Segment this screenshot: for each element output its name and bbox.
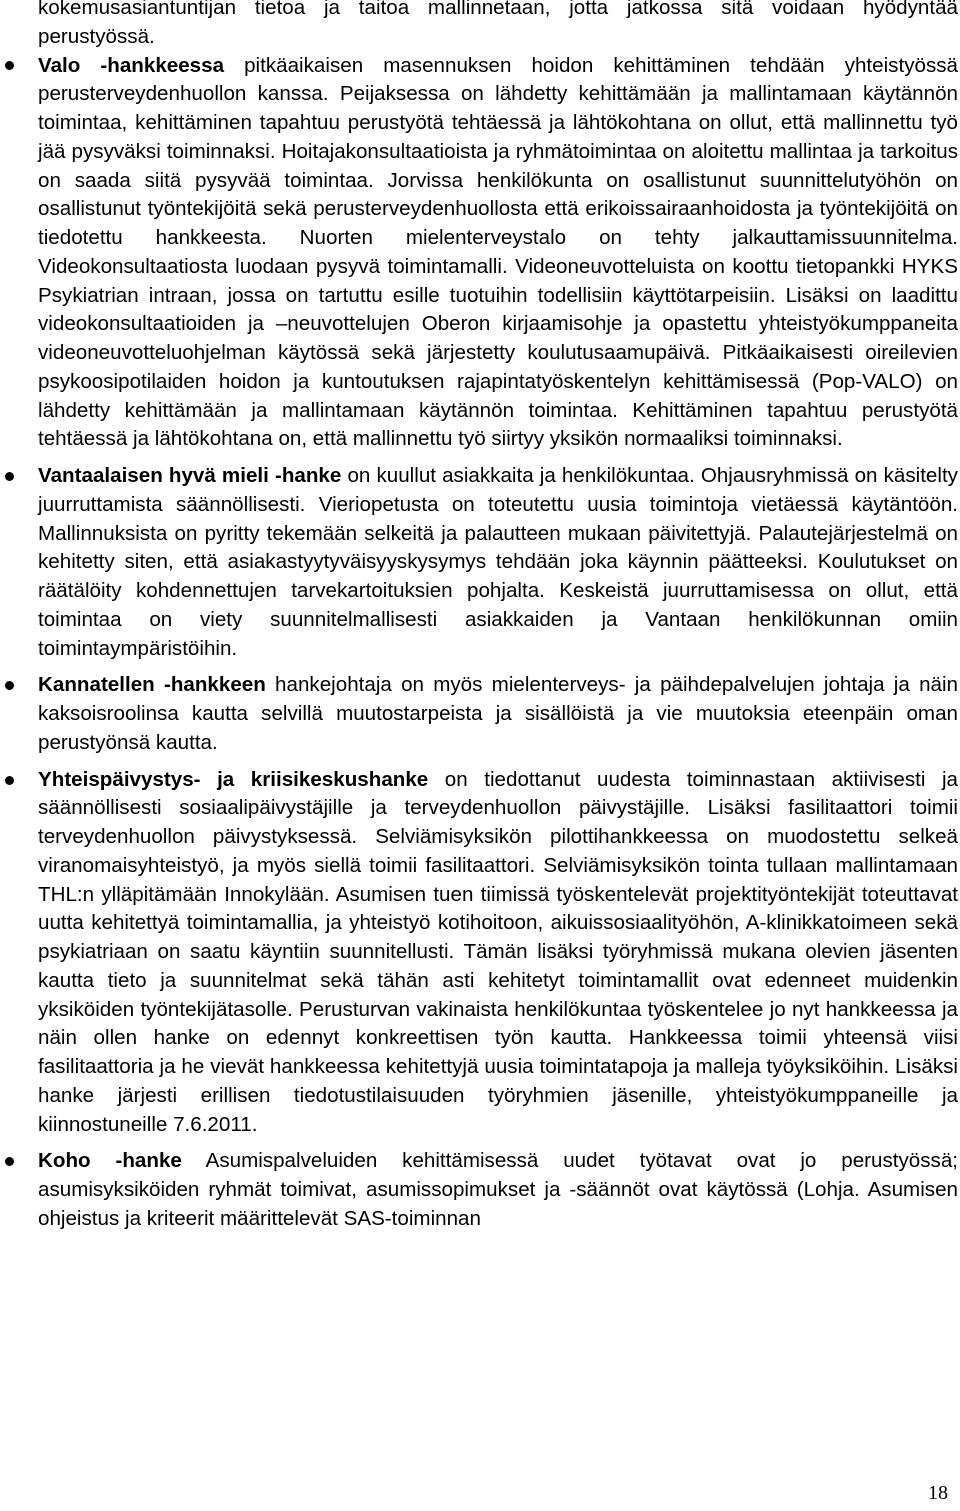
bullet-icon [5, 681, 14, 690]
document-page [38, 0, 958, 1234]
item-title: Yhteispäivystys- ja kriisikeskushanke [38, 767, 429, 791]
list-item [38, 1147, 958, 1233]
item-title: Valo -hankkeessa [38, 53, 225, 77]
item-text: hankejohtaja on myös mielenterveys- ja päihdepalvelujen johtaja ja näin kaksoisroolinsa kautta selvillä muutostarpeista ja sisällöistä ja vie muutoksia eteenpäin oman perustyönsä kautta. [38, 673, 958, 754]
bullet-icon [5, 472, 14, 481]
item-text: Asumispalveluiden kehittämisessä uudet työtavat ovat jo perustyössä; asumisyksiköiden ryhmät toimivat, asumissopimukset ja -säännöt ovat käytössä (Lohja. Asumisen ohjeistus ja kriteerit määrittelevät SAS-toiminnan [38, 1149, 959, 1230]
intro-paragraph: kokemusasiantuntijan tietoa ja taitoa mallinnetaan, jotta jatkossa sitä voidaan hyödyntää perustyössä. [38, 0, 958, 48]
item-title: Koho -hanke [38, 1149, 182, 1173]
page-number: 18 [928, 1482, 948, 1504]
list-item [38, 671, 958, 757]
list-item [38, 462, 958, 663]
bullet-icon [5, 1157, 14, 1166]
bullet-icon [5, 776, 14, 785]
item-title: Vantaalaisen hyvä mieli -hanke [38, 464, 342, 487]
item-text: pitkäaikaisen masennuksen hoidon kehittäminen tehdään yhteistyössä perusterveydenhuollon kanssa. Peijaksessa on lähdetty kehittämään ja mallintamaan käytännön toimintaa, kehittäminen tapahtuu perustyötä tehtäessä ja lähtökohtana on ollut, että mallinnettu työ jää pysyväksi toiminnaksi. Hoitajakonsultaatioista ja ryhmätoimintaa on aloitettu mallintaa ja tarkoitus on saada siitä pysyvää toimintaa. Jorvissa henkilökunta on osallistunut suunnittelutyöhön on osallistunut työntekijöitä sekä perusterveydenhuollosta että erikoissairaanhoidosta ja työntekijöitä on tiedotettu hankkeesta. Nuorten mielenterveystalo on tehty jalkauttamissuunnitelma. Videokonsultaatiosta luodaan pysyvä toimintamalli. Videoneuvotteluista on koottu tietopankki HYKS Psykiatrian intraan, jossa on tartuttu esille tuotuihin todellisiin käyttötarpeisiin. Lisäksi on laadittu videokonsultaatioiden ja –neuvottelujen Oberon kirjaamisohje ja opastettu yhteistyökumppaneita videoneuvotteluohjelman käytössä sekä järjestetty koulutusaamupäivä. Pitkäaikaisesti oireilevien psykoosipotilaiden hoidon ja kuntoutuksen rajapintatyöskentelyn kehittämisessä (Pop-VALO) on lähdetty kehittämään ja mallintamaan käytännön toimintaa. Kehittäminen tapahtuu perustyötä tehtäessä ja lähtökohtana on, että mallinnettu työ siirtyy yksikön normaaliksi toiminnaksi. [38, 53, 958, 451]
bullet-list [38, 52, 958, 1234]
bullet-icon [5, 61, 14, 70]
item-text: on kuullut asiakkaita ja henkilökuntaa. Ohjausryhmissä on käsitelty juurruttamista säännöllisesti. Vieriopetusta on toteutettu uusia toimintoja vietäessä käytäntöön. Mallinnuksista on pyritty tekemään selkeitä ja palautteen mukaan päivitettyjä. Palautejärjestelmä on kehitetty siten, että asiakastyytyväisyyskysymys tehdään joka käynnin päätteeksi. Koulutukset on räätälöity kohdennettujen tarvekartoituksien pohjalta. Keskeistä juurruttamisessa on ollut, että toimintaa on viety suunnitelmallisesti asiakkaiden ja Vantaan henkilökunnan omiin toimintaympäristöihin. [38, 464, 958, 660]
item-text: on tiedottanut uudesta toiminnastaan aktiivisesti ja säännöllisesti sosiaalipäivystäjille ja terveydenhuollon päivystäjille. Lisäksi fasilitaattori toimii terveydenhuollon päivystyksessä. Selviämisyksikön pilottihankkeessa on muodostettu selkeä viranomaisyhteistyö, ja myös siellä toimii fasilitaattori. Selviämisyksikön tointa tullaan mallintamaan THL:n ylläpitämään Innokylään. Asumisen tuen tiimissä työskentelevät projektityöntekijät toteuttavat uutta kehitettyä toimintamallia, ja yhteistyö kotihoitoon, aikuissosiaalityöhön, A-klinikkatoimeen sekä psykiatriaan on saatu käyntiin suunnitellusti. Tämän lisäksi työryhmissä mukana olevien jäsenten kautta tieto ja suunnitelmat sekä tähän asti kehitetyt toimintamallit ovat edenneet muidenkin yksiköiden työntekijätasolle. Perusturvan vakinaista henkilökuntaa työskentelee jo nyt hankkeessa ja näin ollen hanke on edennyt konkreettisen työn kautta. Hankkeessa toimii yhteensä viisi fasilitaattoria ja he vievät hankkeessa kehitettyjä uusia toimintatapoja ja malleja työyksiköihin. Lisäksi hanke järjesti erillisen tiedotustilaisuuden työryhmien jäsenille, yhteistyökumppaneille ja kiinnostuneille 7.6.2011. [38, 767, 958, 1136]
list-item [38, 52, 958, 455]
item-title: Kannatellen -hankkeen [38, 673, 266, 697]
list-item [38, 766, 958, 1140]
